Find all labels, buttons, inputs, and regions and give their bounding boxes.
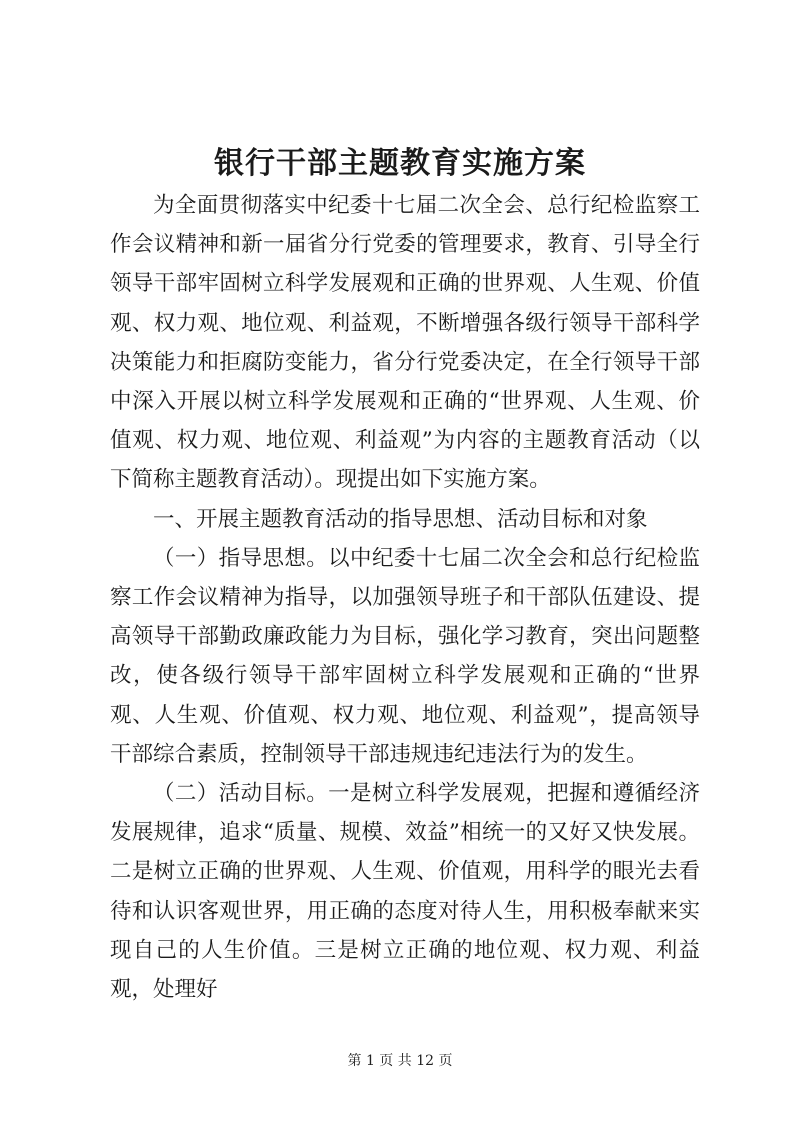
paragraph-guiding-ideology: （一）指导思想。以中纪委十七届二次全会和总行纪检监察工作会议精神为指导，以加强领导班子和干部队伍建设、提高领导干部勤政廉政能力为目标，强化学习教育，突出问题整改，使各级行领导干部牢固树立科学发展观和正确的“世界观、人生观、价值观、权力观、地位观、利益观”，提高领导干部综合素质，控制领导干部违规违纪违法行为的发生。 xyxy=(110,545,700,767)
section-heading-1: 一、开展主题教育活动的指导思想、活动目标和对象 xyxy=(153,506,648,532)
page-footer: 第 1 页 共 12 页 xyxy=(347,1053,453,1069)
paragraph-activity-goals: （二）活动目标。一是树立科学发展观，把握和遵循经济发展规律，追求“质量、规模、效益”相统一的又好又快发展。二是树立正确的世界观、人生观、价值观，用科学的眼光去看待和认识客观世界，用正确的态度对待人生，用积极奉献来实现自己的人生价值。三是树立正确的地位观、权力观、利益观，处理好 xyxy=(110,781,700,1003)
paragraph-intro: 为全面贯彻落实中纪委十七届二次全会、总行纪检监察工作会议精神和新一届省分行党委的管理要求，教育、引导全行领导干部牢固树立科学发展观和正确的世界观、人生观、价值观、权力观、地位观、利益观，不断增强各级行领导干部科学决策能力和拒腐防变能力，省分行党委决定，在全行领导干部中深入开展以树立科学发展观和正确的“世界观、人生观、价值观、权力观、地位观、利益观”为内容的主题教育活动（以下简称主题教育活动）。现提出如下实施方案。 xyxy=(110,193,700,493)
document-body xyxy=(110,186,700,1009)
document-title: 银行干部主题教育实施方案 xyxy=(214,146,586,181)
